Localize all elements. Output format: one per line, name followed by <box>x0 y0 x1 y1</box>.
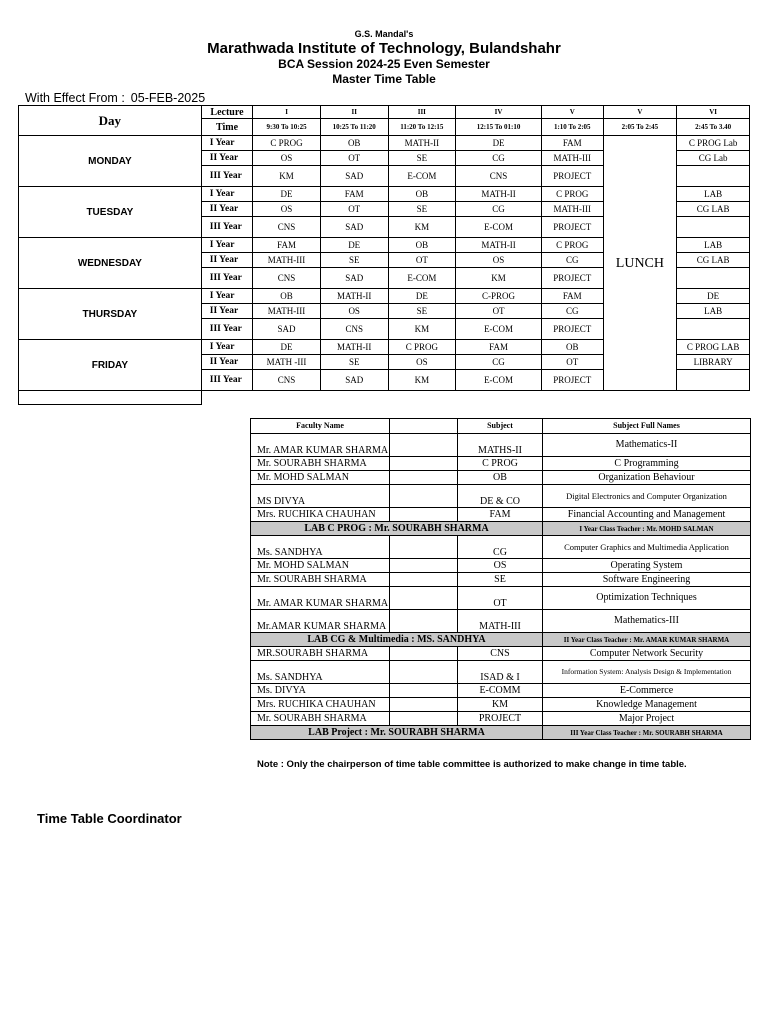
year-label: III Year <box>201 268 252 289</box>
subject-full-name: Computer Network Security <box>543 647 751 661</box>
subject-cell: SE <box>388 202 456 217</box>
faculty-header-row <box>251 419 751 434</box>
subject-full-name: C Programming <box>543 457 751 471</box>
subject-full-name: Computer Graphics and Multimedia Application <box>543 536 751 559</box>
faculty-name: Ms. DIVYA <box>251 684 390 698</box>
subject-cell: SAD <box>320 268 388 289</box>
time-slot: 10:25 To 11:20 <box>320 119 388 136</box>
subject-cell: MATH-II <box>320 340 388 355</box>
faculty-row <box>251 661 751 684</box>
faculty-name: Ms. SANDHYA <box>251 661 390 684</box>
class-teacher: I Year Class Teacher : Mr. MOHD SALMAN <box>543 522 751 536</box>
note: Note : Only the chairperson of time table committee is authorized to make change in time table. <box>257 759 687 770</box>
time-header: Time <box>201 119 252 136</box>
subject-cell: LAB <box>677 238 750 253</box>
subject-cell <box>677 166 750 187</box>
subject-cell: OT <box>541 355 603 370</box>
lecture-number: V <box>541 106 603 119</box>
subject-cell: FAM <box>320 187 388 202</box>
subject-code: KM <box>458 698 543 712</box>
subject-cell: OT <box>320 202 388 217</box>
subject-cell: CG <box>456 202 542 217</box>
subject-cell <box>677 217 750 238</box>
faculty-name: MS DIVYA <box>251 485 390 508</box>
class-teacher: II Year Class Teacher : Mr. AMAR KUMAR SHARMA <box>543 633 751 647</box>
faculty-row <box>251 684 751 698</box>
time-slot: 2:45 To 3.40 <box>677 119 750 136</box>
lecture-number: IV <box>456 106 542 119</box>
lab-row <box>251 633 751 647</box>
faculty-header-cell: Faculty Name <box>251 419 390 434</box>
faculty-name: Mr. SOURABH SHARMA <box>251 712 390 726</box>
subject-cell: SAD <box>320 166 388 187</box>
subject-cell: CNS <box>253 370 321 391</box>
subject-cell: CG <box>456 151 542 166</box>
blank-cell <box>390 610 458 633</box>
subject-cell: LIBRARY <box>677 355 750 370</box>
year-label: III Year <box>201 319 252 340</box>
day-name: WEDNESDAY <box>19 238 202 289</box>
year-label: II Year <box>201 202 252 217</box>
blank-cell <box>390 471 458 485</box>
faculty-name: MR.SOURABH SHARMA <box>251 647 390 661</box>
org-name: G.S. Mandal's <box>354 29 414 39</box>
subject-cell: PROJECT <box>541 268 603 289</box>
subject-cell: SAD <box>320 370 388 391</box>
session-title: BCA Session 2024-25 Even Semester <box>278 57 490 71</box>
blank-cell <box>390 559 458 573</box>
subject-full-name: Major Project <box>543 712 751 726</box>
subject-code: MATH-III <box>458 610 543 633</box>
lab-assignment: LAB CG & Multimedia : MS. SANDHYA <box>251 633 543 647</box>
subject-cell: MATH-II <box>456 238 542 253</box>
year-label: III Year <box>201 217 252 238</box>
subject-cell: FAM <box>541 136 603 151</box>
subject-code: C PROG <box>458 457 543 471</box>
subject-cell <box>677 319 750 340</box>
subject-code: CG <box>458 536 543 559</box>
day-name: FRIDAY <box>19 340 202 391</box>
subject-cell: CNS <box>320 319 388 340</box>
year-label: II Year <box>201 253 252 268</box>
subject-cell: LAB <box>677 304 750 319</box>
faculty-row <box>251 712 751 726</box>
year-label: I Year <box>201 289 252 304</box>
subject-cell: OT <box>388 253 456 268</box>
subject-cell: KM <box>388 319 456 340</box>
subject-code: CNS <box>458 647 543 661</box>
institute-name: Marathwada Institute of Technology, Bulandshahr <box>207 40 561 57</box>
subject-cell: CG <box>541 304 603 319</box>
faculty-name: Mr.AMAR KUMAR SHARMA <box>251 610 390 633</box>
subject-cell: KM <box>388 217 456 238</box>
faculty-row <box>251 573 751 587</box>
subject-cell: C PROG Lab <box>677 136 750 151</box>
subject-cell: KM <box>456 268 542 289</box>
year-label: II Year <box>201 304 252 319</box>
faculty-name: Mrs. RUCHIKA CHAUHAN <box>251 698 390 712</box>
class-teacher: III Year Class Teacher : Mr. SOURABH SHARMA <box>543 726 751 740</box>
subject-full-name: Financial Accounting and Management <box>543 508 751 522</box>
faculty-header-cell: Subject <box>458 419 543 434</box>
subject-cell: DE <box>456 136 542 151</box>
faculty-row <box>251 457 751 471</box>
subject-cell: C PROG LAB <box>677 340 750 355</box>
timetable <box>18 105 750 405</box>
blank-cell <box>390 647 458 661</box>
subject-cell: PROJECT <box>541 370 603 391</box>
subject-cell: CNS <box>456 166 542 187</box>
subject-code: FAM <box>458 508 543 522</box>
lab-row <box>251 522 751 536</box>
blank-cell <box>390 434 458 457</box>
subject-cell: FAM <box>541 289 603 304</box>
subject-cell: CG LAB <box>677 253 750 268</box>
day-name: TUESDAY <box>19 187 202 238</box>
faculty-header-cell: Subject Full Names <box>543 419 751 434</box>
blank-cell <box>390 508 458 522</box>
faculty-name: Ms. SANDHYA <box>251 536 390 559</box>
subject-full-name: Organization Behaviour <box>543 471 751 485</box>
subject-cell: CNS <box>253 268 321 289</box>
subject-cell: OS <box>388 355 456 370</box>
subject-cell <box>677 370 750 391</box>
day-name: THURSDAY <box>19 289 202 340</box>
subject-cell: SE <box>388 151 456 166</box>
blank-cell <box>390 485 458 508</box>
header-row <box>19 106 750 119</box>
subject-full-name: Knowledge Management <box>543 698 751 712</box>
subject-full-name: Optimization Techniques <box>543 587 751 610</box>
day-name: MONDAY <box>19 136 202 187</box>
blank-cell <box>390 698 458 712</box>
lecture-number: V <box>603 106 677 119</box>
year-label: II Year <box>201 355 252 370</box>
faculty-name: Mr. AMAR KUMAR SHARMA <box>251 434 390 457</box>
faculty-row <box>251 610 751 633</box>
subject-cell: C-PROG <box>456 289 542 304</box>
subject-cell: MATH-III <box>541 151 603 166</box>
blank-cell <box>390 712 458 726</box>
subject-cell: SAD <box>253 319 321 340</box>
subject-cell: MATH-III <box>541 202 603 217</box>
year-label: III Year <box>201 166 252 187</box>
year-label: I Year <box>201 340 252 355</box>
subject-cell: OT <box>320 151 388 166</box>
lecture-number: I <box>253 106 321 119</box>
subject-cell: LAB <box>677 187 750 202</box>
subject-cell: C PROG <box>253 136 321 151</box>
faculty-name: Mrs. RUCHIKA CHAUHAN <box>251 508 390 522</box>
time-slot: 2:05 To 2:45 <box>603 119 677 136</box>
subject-cell: E-COM <box>456 319 542 340</box>
subject-cell: MATH-III <box>253 304 321 319</box>
lecture-number: III <box>388 106 456 119</box>
subject-cell: OB <box>541 340 603 355</box>
subject-cell: PROJECT <box>541 319 603 340</box>
subject-cell: FAM <box>456 340 542 355</box>
subject-full-name: Digital Electronics and Computer Organization <box>543 485 751 508</box>
subject-full-name: Operating System <box>543 559 751 573</box>
subject-cell: SAD <box>320 217 388 238</box>
effective-date: 05-FEB-2025 <box>130 91 206 105</box>
subject-cell: E-COM <box>388 268 456 289</box>
year-label: I Year <box>201 136 252 151</box>
subject-code: ISAD & I <box>458 661 543 684</box>
subject-code: E-COMM <box>458 684 543 698</box>
time-slot: 1:10 To 2:05 <box>541 119 603 136</box>
faculty-name: Mr. SOURABH SHARMA <box>251 573 390 587</box>
year-label: II Year <box>201 151 252 166</box>
lab-row <box>251 726 751 740</box>
subject-code: OB <box>458 471 543 485</box>
subject-code: PROJECT <box>458 712 543 726</box>
subject-cell: C PROG <box>541 187 603 202</box>
subject-cell: FAM <box>253 238 321 253</box>
lab-assignment: LAB C PROG : Mr. SOURABH SHARMA <box>251 522 543 536</box>
blank-cell <box>390 573 458 587</box>
subject-cell: DE <box>388 289 456 304</box>
blank-cell <box>390 536 458 559</box>
blank-cell <box>19 391 202 405</box>
subject-cell: OB <box>388 238 456 253</box>
subject-cell: OS <box>253 202 321 217</box>
subject-cell: MATH-III <box>253 253 321 268</box>
subject-cell: KM <box>388 370 456 391</box>
lunch-cell: LUNCH <box>603 136 677 391</box>
subject-code: DE & CO <box>458 485 543 508</box>
faculty-row <box>251 698 751 712</box>
subject-cell: OB <box>253 289 321 304</box>
faculty-name: Mr. MOHD SALMAN <box>251 559 390 573</box>
subject-cell: CG <box>541 253 603 268</box>
subject-cell: C PROG <box>541 238 603 253</box>
subject-cell: DE <box>253 187 321 202</box>
coordinator-label: Time Table Coordinator <box>37 811 182 826</box>
time-slot: 11:20 To 12:15 <box>388 119 456 136</box>
subject-cell: CG <box>456 355 542 370</box>
subject-cell: MATH-II <box>456 187 542 202</box>
lecture-header: Lecture <box>201 106 252 119</box>
subject-cell: MATH-II <box>388 136 456 151</box>
lecture-number: II <box>320 106 388 119</box>
faculty-name: Mr. SOURABH SHARMA <box>251 457 390 471</box>
subject-cell: OS <box>253 151 321 166</box>
time-slot: 9:30 To 10:25 <box>253 119 321 136</box>
faculty-row <box>251 587 751 610</box>
blank-cell <box>390 661 458 684</box>
blank-cell <box>390 457 458 471</box>
subject-cell: SE <box>320 253 388 268</box>
subject-cell: OB <box>388 187 456 202</box>
subject-cell: CG LAB <box>677 202 750 217</box>
subject-cell: OS <box>456 253 542 268</box>
year-label: I Year <box>201 187 252 202</box>
time-slot: 12:15 To 01:10 <box>456 119 542 136</box>
faculty-name: Mr. MOHD SALMAN <box>251 471 390 485</box>
subject-full-name: Mathematics-III <box>543 610 751 633</box>
faculty-row <box>251 434 751 457</box>
subject-cell: OB <box>320 136 388 151</box>
subject-cell: E-COM <box>456 370 542 391</box>
subject-cell: SE <box>320 355 388 370</box>
faculty-row <box>251 508 751 522</box>
subject-full-name: Information System: Analysis Design & Implementation <box>543 661 751 684</box>
subject-cell: DE <box>253 340 321 355</box>
lecture-number: VI <box>677 106 750 119</box>
subject-cell: E-COM <box>388 166 456 187</box>
effective-label: With Effect From : <box>25 91 125 105</box>
lab-assignment: LAB Project : Mr. SOURABH SHARMA <box>251 726 543 740</box>
faculty-row <box>251 647 751 661</box>
timetable-row <box>19 136 750 151</box>
subject-cell: MATH-II <box>320 289 388 304</box>
subject-full-name: E-Commerce <box>543 684 751 698</box>
subject-cell: CNS <box>253 217 321 238</box>
timetable-tail <box>19 391 750 405</box>
faculty-table <box>250 418 751 740</box>
subject-cell: MATH -III <box>253 355 321 370</box>
year-label: III Year <box>201 370 252 391</box>
faculty-row <box>251 536 751 559</box>
subject-cell: DE <box>320 238 388 253</box>
subject-code: OT <box>458 587 543 610</box>
page-title: Master Time Table <box>332 72 436 86</box>
subject-cell: PROJECT <box>541 166 603 187</box>
year-label: I Year <box>201 238 252 253</box>
faculty-name: Mr. AMAR KUMAR SHARMA <box>251 587 390 610</box>
subject-cell: KM <box>253 166 321 187</box>
blank-cell <box>390 684 458 698</box>
subject-code: SE <box>458 573 543 587</box>
faculty-row <box>251 559 751 573</box>
blank-cell <box>390 587 458 610</box>
subject-cell: OT <box>456 304 542 319</box>
faculty-row <box>251 485 751 508</box>
faculty-row <box>251 471 751 485</box>
effective-date-line <box>25 91 211 105</box>
day-header: Day <box>19 106 202 136</box>
subject-full-name: Mathematics-II <box>543 434 751 457</box>
subject-cell: PROJECT <box>541 217 603 238</box>
subject-cell: SE <box>388 304 456 319</box>
subject-code: MATHS-II <box>458 434 543 457</box>
subject-full-name: Software Engineering <box>543 573 751 587</box>
subject-cell: CG Lab <box>677 151 750 166</box>
subject-cell: C PROG <box>388 340 456 355</box>
subject-cell: DE <box>677 289 750 304</box>
subject-cell: E-COM <box>456 217 542 238</box>
subject-cell <box>677 268 750 289</box>
subject-code: OS <box>458 559 543 573</box>
faculty-header-cell <box>390 419 458 434</box>
subject-cell: OS <box>320 304 388 319</box>
